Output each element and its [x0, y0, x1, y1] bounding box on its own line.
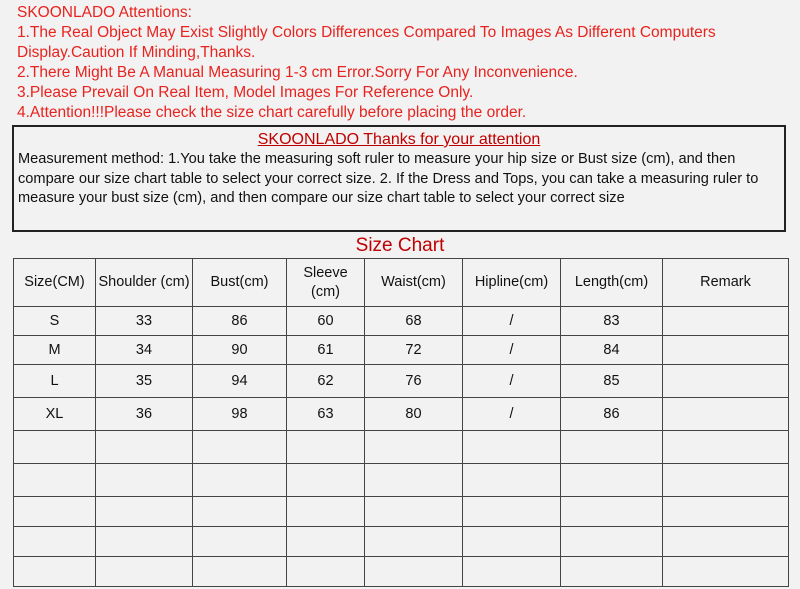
column-header: Shoulder (cm)	[96, 259, 193, 307]
table-cell: 68	[365, 307, 463, 336]
column-header: Waist(cm)	[365, 259, 463, 307]
table-cell	[663, 336, 789, 365]
table-cell: /	[463, 365, 561, 398]
table-cell: 80	[365, 398, 463, 431]
table-cell: 61	[287, 336, 365, 365]
table-cell: 86	[193, 307, 287, 336]
table-cell: 60	[287, 307, 365, 336]
table-cell: 33	[96, 307, 193, 336]
attention-item: Display.Caution If Minding,Thanks.	[17, 44, 256, 61]
table-row	[14, 365, 789, 398]
notice-title: SKOONLADO Thanks for your attention	[257, 131, 541, 148]
table-cell: 72	[365, 336, 463, 365]
column-header: Remark	[663, 259, 789, 307]
table-cell: 35	[96, 365, 193, 398]
table-cell: 98	[193, 398, 287, 431]
size-chart-table	[13, 258, 789, 587]
table-row	[14, 307, 789, 336]
attention-item: 1.The Real Object May Exist Slightly Colors Differences Compared To Images As Different Computers	[17, 24, 716, 41]
size-chart-title: Size Chart	[355, 235, 445, 256]
table-cell: 36	[96, 398, 193, 431]
empty-table-row	[14, 557, 789, 587]
table-cell: 85	[561, 365, 663, 398]
table-cell	[663, 365, 789, 398]
column-header: Length(cm)	[561, 259, 663, 307]
table-row	[14, 398, 789, 431]
attentions-heading: SKOONLADO Attentions:	[17, 4, 192, 21]
table-cell: 83	[561, 307, 663, 336]
table-cell: S	[14, 307, 96, 336]
table-cell: /	[463, 307, 561, 336]
attention-item: 4.Attention!!!Please check the size chart carefully before placing the order.	[17, 104, 527, 121]
table-cell: 86	[561, 398, 663, 431]
table-cell: M	[14, 336, 96, 365]
column-header: Hipline(cm)	[463, 259, 561, 307]
empty-table-row	[14, 464, 789, 497]
table-cell: XL	[14, 398, 96, 431]
empty-table-row	[14, 527, 789, 557]
measurement-notice-box	[12, 125, 786, 232]
table-cell: /	[463, 398, 561, 431]
table-cell: 63	[287, 398, 365, 431]
column-header: Sleeve (cm)	[287, 259, 365, 307]
attention-item: 3.Please Prevail On Real Item, Model Images For Reference Only.	[17, 84, 474, 101]
table-header-row	[14, 259, 789, 307]
table-cell: L	[14, 365, 96, 398]
table-cell: 62	[287, 365, 365, 398]
table-cell	[663, 398, 789, 431]
table-cell: 76	[365, 365, 463, 398]
empty-table-row	[14, 497, 789, 527]
measurement-method-text: Measurement method: 1.You take the measuring soft ruler to measure your hip size or Bust size (cm), and then compare our size chart table to select your correct size. 2. If the Dress and Tops, you can take a measuring ruler to measure your bust size (cm), and then compare our size chart table to select your correct size	[18, 151, 759, 206]
table-cell	[663, 307, 789, 336]
table-cell: 84	[561, 336, 663, 365]
table-cell: 90	[193, 336, 287, 365]
table-row	[14, 336, 789, 365]
column-header: Bust(cm)	[193, 259, 287, 307]
table-cell: 94	[193, 365, 287, 398]
table-cell: 34	[96, 336, 193, 365]
column-header: Size(CM)	[14, 259, 96, 307]
attention-item: 2.There Might Be A Manual Measuring 1-3 cm Error.Sorry For Any Inconvenience.	[17, 64, 578, 81]
attentions-notice	[17, 3, 792, 123]
empty-table-row	[14, 431, 789, 464]
table-cell: /	[463, 336, 561, 365]
